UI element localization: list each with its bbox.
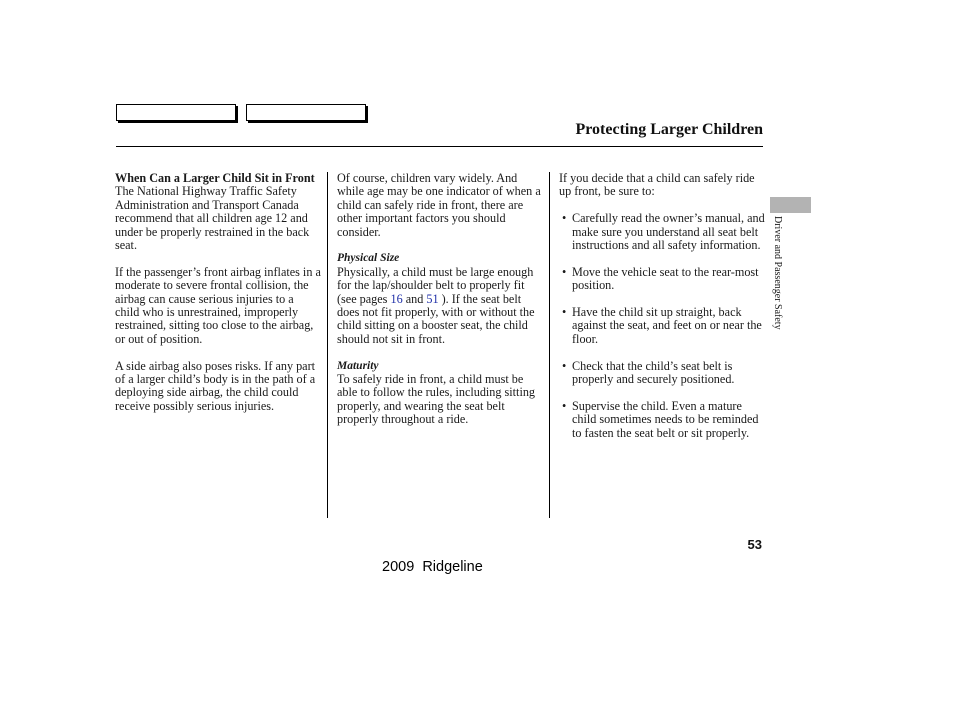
text-fragment: ). If the seat belt does not fit properly, with or without the child sitting on a booster seat, the child should not sit in front. xyxy=(337,291,535,346)
page-link-51[interactable]: 51 xyxy=(426,291,439,306)
checklist xyxy=(559,212,765,440)
column-divider xyxy=(549,172,550,518)
section-tab[interactable] xyxy=(770,197,811,213)
page-title: Protecting Larger Children xyxy=(575,121,763,138)
prev-page-button[interactable] xyxy=(116,104,236,121)
paragraph xyxy=(337,266,543,346)
title-rule xyxy=(116,146,763,147)
column-2 xyxy=(337,172,543,427)
column-divider xyxy=(327,172,328,518)
footer-model: 2009 Ridgeline xyxy=(382,559,483,575)
paragraph: Of course, children vary widely. And while age may be one indicator of when a child can safely ride in front, there are other important factors you should consider. xyxy=(337,171,541,239)
section-label: Driver and Passenger Safety xyxy=(772,216,783,330)
list-item: • Carefully read the owner’s manual, and make sure you understand all seat belt instructions and all safety information. xyxy=(559,212,765,252)
text-fragment: Physically, a child must be large enough for the lap/shoulder belt to properly fit (see pages xyxy=(337,264,534,306)
list-item: • Check that the child’s seat belt is properly and securely positioned. xyxy=(559,360,765,387)
list-item: • Supervise the child. Even a mature child sometimes needs to be reminded to fasten the seat belt or sit properly. xyxy=(559,400,765,440)
list-item: • Have the child sit up straight, back against the seat, and feet on or near the floor. xyxy=(559,306,765,346)
paragraph: To safely ride in front, a child must be able to follow the rules, including sitting properly, and wearing the seat belt properly throughout a ride. xyxy=(337,372,536,427)
list-item: • Move the vehicle seat to the rear-most position. xyxy=(559,266,765,293)
page-number: 53 xyxy=(747,537,762,552)
paragraph: The National Highway Traffic Safety Administration and Transport Canada recommend that all children age 12 and under be properly restrained in the back seat. xyxy=(115,184,310,253)
paragraph: If you decide that a child can safely ride up front, be sure to: xyxy=(559,171,755,199)
physical-size-heading: Physical Size xyxy=(337,252,400,265)
paragraph: If the passenger’s front airbag inflates in a moderate to severe frontal collision, the airbag can cause serious injuries to a child who is unrestrained, improperly restrained, sitting too close to the airbag, or out of position. xyxy=(115,264,321,346)
page-link-16[interactable]: 16 xyxy=(390,291,403,306)
maturity-heading: Maturity xyxy=(337,359,379,372)
section-heading: When Can a Larger Child Sit in Front xyxy=(115,171,315,185)
column-1 xyxy=(115,172,321,413)
paragraph: A side airbag also poses risks. If any part of a larger child’s body is in the path of a deploying side airbag, the child could receive possibly serious injuries. xyxy=(115,358,316,413)
text-fragment: and xyxy=(402,291,427,306)
column-3 xyxy=(559,172,765,440)
next-page-button[interactable] xyxy=(246,104,366,121)
